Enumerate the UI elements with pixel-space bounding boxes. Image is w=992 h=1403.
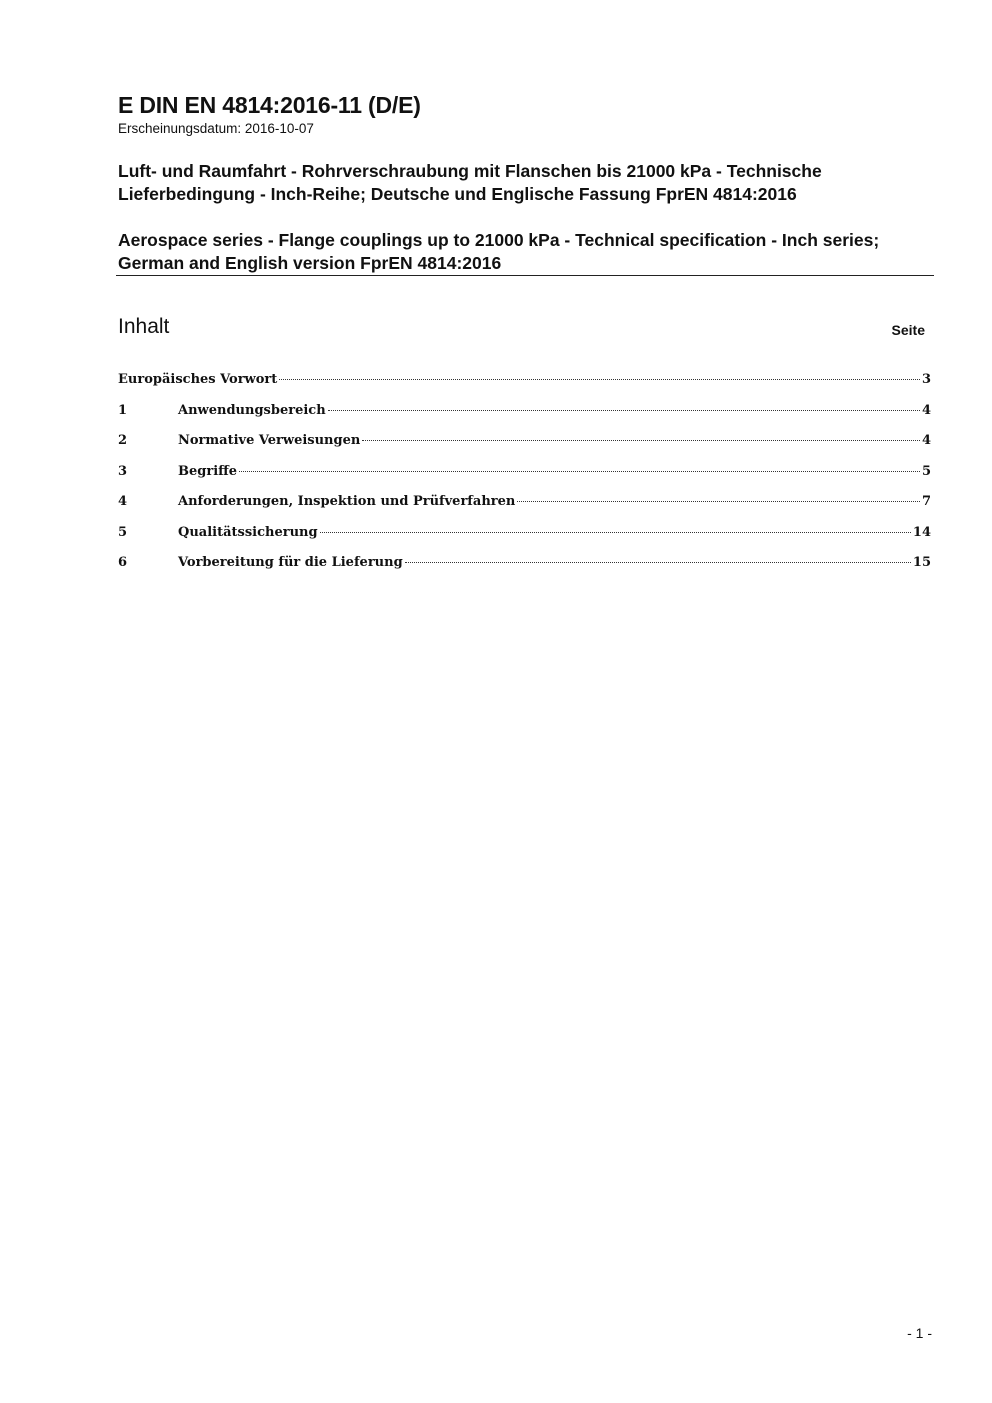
toc-entry-lieferung[interactable]: [118, 555, 931, 586]
toc-entry-number: 4: [118, 494, 128, 509]
toc-dot-leader: [328, 410, 920, 411]
toc-dot-leader: [320, 532, 911, 533]
toc-dot-leader: [517, 501, 920, 502]
toc-entry-title: Europäisches Vorwort: [118, 372, 278, 387]
toc-entry-page: 4: [921, 433, 931, 448]
title-english: Aerospace series - Flange couplings up to 21000 kPa - Technical specification - Inch series; German and English version FprEN 4814:2016: [118, 230, 880, 273]
publication-date: Erscheinungsdatum: 2016-10-07: [118, 121, 314, 136]
toc-entry-number: 3: [118, 463, 128, 479]
toc-dot-leader: [239, 471, 920, 472]
toc-entry-anforderungen[interactable]: [118, 494, 931, 525]
toc-page-column-label: Seite: [891, 322, 925, 338]
page-number: - 1 -: [907, 1325, 932, 1341]
toc-entry-title: Vorbereitung für die Lieferung: [178, 555, 403, 570]
toc-dot-leader: [362, 440, 920, 441]
toc-entry-normative-verweisungen[interactable]: [118, 433, 931, 464]
toc-entry-number: 2: [118, 433, 128, 448]
toc-entry-page: 14: [912, 524, 931, 540]
toc-entry-number: 6: [118, 555, 128, 570]
toc-entry-title: Normative Verweisungen: [178, 433, 361, 448]
document-title: E DIN EN 4814:2016-11 (D/E): [118, 92, 421, 118]
toc-dot-leader: [279, 379, 920, 380]
toc-entry-anwendungsbereich[interactable]: [118, 403, 931, 434]
toc-entry-title: Qualitätssicherung: [178, 524, 318, 540]
toc-entry-qualitaetssicherung[interactable]: [118, 525, 931, 556]
toc-dot-leader: [405, 562, 911, 563]
toc-entry-number: 1: [118, 402, 128, 418]
toc-entry-title: Begriffe: [178, 463, 238, 479]
toc-entry-title: Anforderungen, Inspektion und Prüfverfahren: [178, 494, 516, 509]
toc-entry-begriffe[interactable]: [118, 464, 931, 495]
toc-entry-page: 5: [921, 463, 931, 479]
title-german: Luft- und Raumfahrt - Rohrverschraubung mit Flanschen bis 21000 kPa - Technische Lieferbedingung - Inch-Reihe; Deutsche und Englische Fassung FprEN 4814:2016: [118, 161, 822, 204]
toc-entry-page: 7: [921, 494, 931, 509]
toc-entry-europaeisches-vorwort[interactable]: [118, 372, 931, 403]
toc-heading: Inhalt: [118, 315, 170, 338]
toc-entry-page: 15: [912, 555, 931, 570]
header-divider: [116, 275, 934, 276]
toc-entry-page: 4: [921, 402, 931, 418]
toc-entry-number: 5: [118, 524, 128, 540]
toc-entry-page: 3: [921, 372, 931, 387]
toc-entry-title: Anwendungsbereich: [178, 402, 326, 418]
table-of-contents: [118, 372, 931, 586]
